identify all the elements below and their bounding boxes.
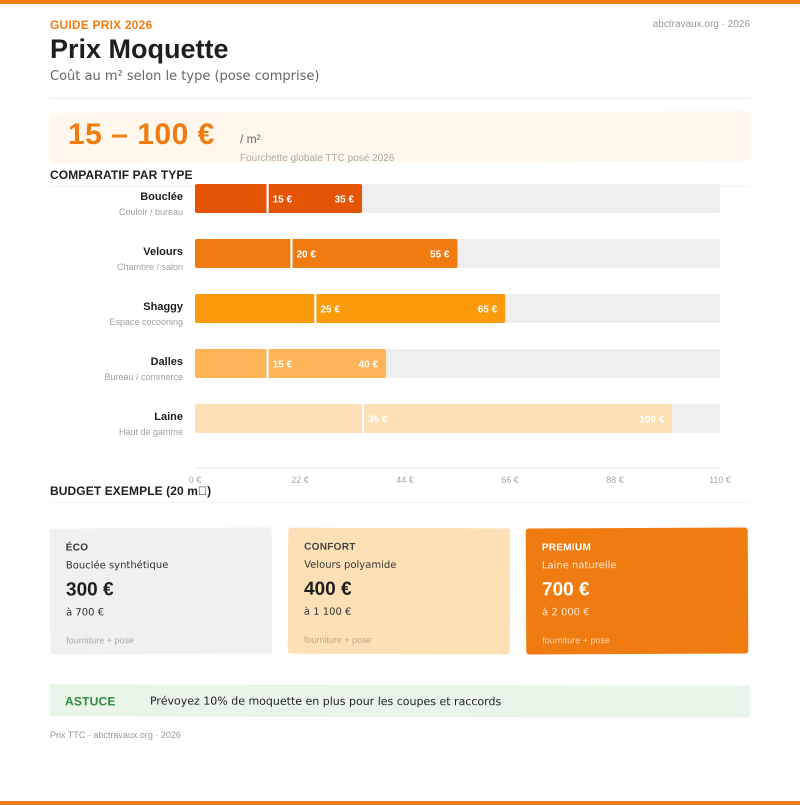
bar-laine	[195, 404, 672, 433]
category-label: Velours	[143, 246, 183, 258]
max-value-label: 35 €	[334, 194, 355, 206]
budget-card-confort	[288, 528, 510, 655]
max-value-label: 65 €	[477, 304, 498, 316]
min-value-label: 15 €	[272, 194, 293, 206]
card-price-max: à 2 000 €	[542, 607, 590, 619]
card-label: PREMIUM	[541, 542, 592, 554]
bottom-accent-bar	[0, 801, 800, 805]
min-value-label: 25 €	[320, 304, 340, 316]
min-value-label: 20 €	[296, 249, 316, 261]
bar-velours	[195, 239, 458, 268]
category-sublabel: Chambre / salon	[116, 262, 183, 272]
price-range-note: Fourchette globale TTC posé 2026	[240, 153, 395, 164]
tip-label: ASTUCE	[64, 694, 116, 709]
max-value-label: 100 €	[639, 414, 665, 426]
category-label: Dalles	[150, 356, 183, 368]
price-range-value: 15 – 100 €	[68, 118, 215, 151]
min-value-label: 35 €	[368, 414, 388, 426]
site-credit: abctravaux.org · 2026	[652, 19, 750, 30]
x-tick-label: 44 €	[396, 475, 414, 485]
page-title: Prix Moquette	[50, 34, 229, 64]
price-range-unit: / m²	[240, 132, 261, 146]
card-footnote: fourniture + pose	[303, 634, 372, 645]
section-title-budget: BUDGET EXEMPLE (20 m )	[50, 484, 212, 498]
max-value-label: 40 €	[358, 359, 378, 371]
category-sublabel: Bureau / commerce	[104, 372, 183, 382]
min-value-label: 15 €	[272, 359, 293, 371]
category-sublabel: Haut de gamme	[118, 427, 183, 437]
card-price: 700 €	[541, 579, 590, 601]
footer-note: Prix TTC · abctravaux.org · 2026	[50, 730, 181, 740]
budget-cards	[50, 528, 750, 654]
category-sublabel: Couloir / bureau	[118, 207, 183, 217]
x-tick-label: 22 €	[291, 475, 309, 485]
tip-text: Prévoyez 10% de moquette en plus pour les coupes et raccords	[149, 694, 502, 709]
card-description: Velours polyamide	[304, 559, 397, 571]
x-tick-label: 110 €	[709, 475, 731, 485]
x-tick-label: 0 €	[188, 475, 202, 485]
tip-box	[50, 684, 750, 717]
budget-card-premium	[526, 528, 749, 655]
card-footnote: fourniture + pose	[542, 635, 611, 646]
card-description: Laine naturelle	[541, 560, 617, 572]
eyebrow-label: GUIDE PRIX 2026	[50, 18, 153, 32]
category-sublabel: Espace cocooning	[109, 317, 183, 327]
category-label: Bouclée	[140, 191, 183, 203]
card-price: 300 €	[65, 579, 114, 601]
category-label: Laine	[154, 411, 183, 423]
budget-divider	[50, 502, 750, 503]
category-label: Shaggy	[143, 301, 183, 313]
bar-shaggy	[195, 294, 505, 323]
x-tick-label: 66 €	[501, 475, 519, 485]
x-tick-label: 88 €	[606, 475, 624, 485]
max-value-label: 55 €	[430, 249, 450, 261]
card-price-max: à 1 100 €	[303, 606, 352, 618]
section-title-comparatif: COMPARATIF PAR TYPE	[50, 168, 193, 182]
budget-card-eco	[50, 527, 273, 654]
page-subtitle: Coût au m² selon le type (pose comprise)	[50, 69, 320, 84]
card-description: Bouclée synthétique	[65, 559, 169, 572]
card-footnote: fourniture + pose	[66, 635, 135, 646]
card-label: CONFORT	[304, 541, 356, 553]
card-price: 400 €	[303, 578, 352, 600]
card-price-max: à 700 €	[66, 607, 105, 619]
card-label: ÉCO	[65, 542, 89, 554]
